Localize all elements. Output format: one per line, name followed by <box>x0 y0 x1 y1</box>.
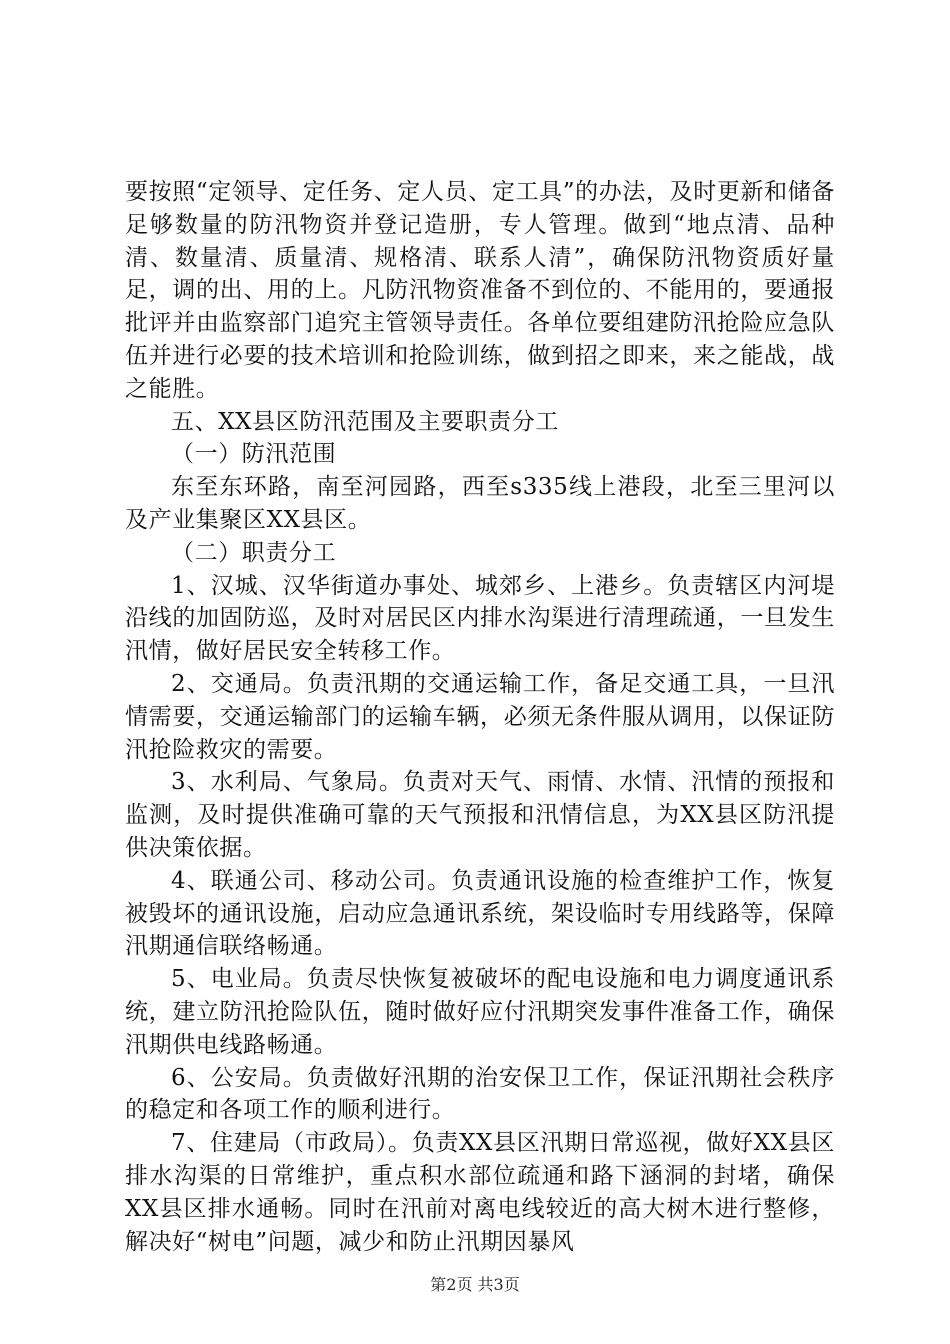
duty-paragraph-2: 2、交通局。负责汛期的交通运输工作，备足交通工具，一旦汛情需要，交通运输部门的运输车辆，必须无条件服从调用，以保证防汛抢险救灾的需要。 <box>125 670 835 763</box>
duty-paragraph-4: 4、联通公司、移动公司。负责通讯设施的检查维护工作，恢复被毁坏的通讯设施，启动应急通讯系统，架设临时专用线路等，保障汛期通信联络畅通。 <box>125 867 835 960</box>
section-heading-5: 五、XX县区防汛范围及主要职责分工 <box>171 408 559 435</box>
continuation-paragraph: 要按照“定领导、定任务、定人员、定工具”的办法，及时更新和储备足够数量的防汛物资并登记造册，专人管理。做到“地点清、品种清、数量清、质量清、规格清、联系人清”，确保防汛物资质好量足，调的出、用的上。凡防汛物资准备不到位的、不能用的，要通报批评并由监察部门追究主管领导责任。各单位要组建防汛抢险应急队伍并进行必要的技术培训和抢险训练，做到招之即来，来之能战，战之能胜。 <box>125 179 835 402</box>
subheading-scope: （一）防汛范围 <box>171 441 337 468</box>
duty-paragraph-7: 7、住建局（市政局）。负责XX县区汛期日常巡视，做好XX县区排水沟渠的日常维护，重点积水部位疏通和路下涵洞的封堵，确保XX县区排水通畅。同时在汛前对离电线较近的高大树木进行整修，解决好“树电”问题，减少和防止汛期因暴风 <box>125 1130 835 1255</box>
page-footer: 第2页 共3页 <box>430 1275 520 1294</box>
scope-paragraph: 东至东环路，南至河园路，西至s335线上港段，北至三里河以及产业集聚区XX县区。 <box>125 474 835 533</box>
subheading-duties: （二）职责分工 <box>171 539 337 566</box>
document-body <box>125 176 835 1258</box>
duty-paragraph-6: 6、公安局。负责做好汛期的治安保卫工作，保证汛期社会秩序的稳定和各项工作的顺利进行。 <box>125 1064 835 1124</box>
duty-paragraph-5: 5、电业局。负责尽快恢复被破坏的配电设施和电力调度通讯系统，建立防汛抢险队伍，随时做好应付汛期突发事件准备工作，确保汛期供电线路畅通。 <box>125 966 835 1058</box>
duty-paragraph-3: 3、水利局、气象局。负责对天气、雨情、水情、汛情的预报和监测，及时提供准确可靠的天气预报和汛情信息，为XX县区防汛提供决策依据。 <box>125 769 835 861</box>
duty-paragraph-1: 1、汉城、汉华街道办事处、城郊乡、上港乡。负责辖区内河堤沿线的加固防巡，及时对居民区内排水沟渠进行清理疏通，一旦发生汛情，做好居民安全转移工作。 <box>125 572 835 665</box>
